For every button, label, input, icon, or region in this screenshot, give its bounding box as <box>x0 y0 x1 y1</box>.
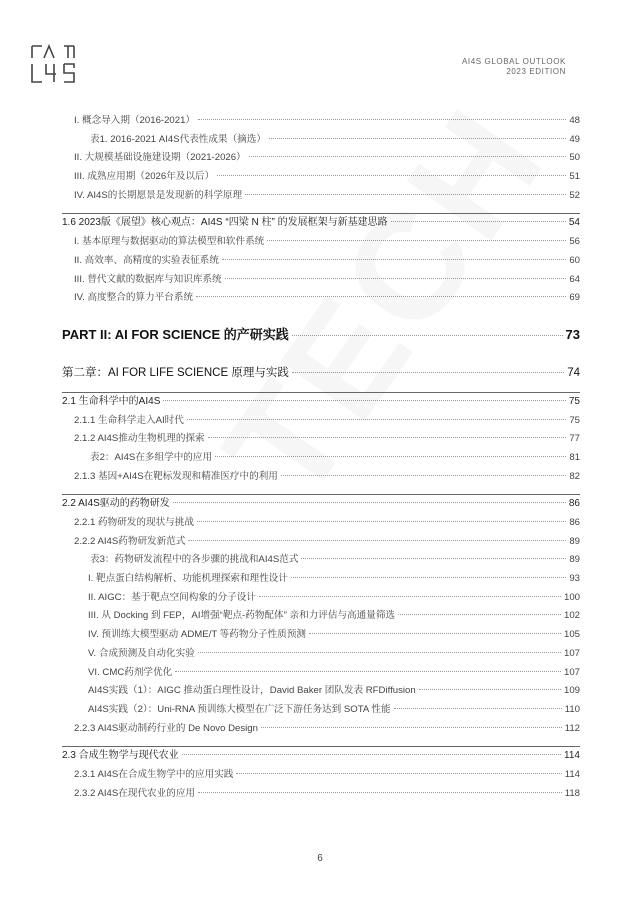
toc-entry-page: 109 <box>563 685 580 697</box>
toc-leader-dots <box>245 194 566 195</box>
toc-leader-dots <box>217 175 566 176</box>
toc-leader-dots <box>208 437 567 438</box>
toc-entry-title: II. AIGC：基于靶点空间构象的分子设计 <box>88 591 256 603</box>
toc-entry-title: AI4S实践（2）：Uni-RNA 预训练大模型在广泛下游任务达到 SOTA 性能 <box>88 703 391 715</box>
toc-entry[interactable] <box>62 233 580 252</box>
toc-block-1 <box>62 112 580 205</box>
toc-leader-dots <box>225 278 567 279</box>
toc-entry-page: 89 <box>569 535 580 547</box>
toc-leader-dots <box>175 671 561 672</box>
toc-entry[interactable] <box>62 168 580 187</box>
toc-entry[interactable] <box>62 682 580 701</box>
toc-leader-dots <box>196 296 566 297</box>
toc-leader-dots <box>281 475 566 476</box>
toc-entry-page: 50 <box>569 152 580 164</box>
toc-entry[interactable] <box>62 664 580 683</box>
toc-entry[interactable] <box>62 570 580 589</box>
toc-chapter-2[interactable]: 第二章：AI FOR LIFE SCIENCE 原理与实践 74 <box>62 366 580 379</box>
toc-entry-page: 49 <box>569 133 580 145</box>
toc-entry-title: 表3：药物研发流程中的各步骤的挑战和AI4S范式 <box>90 554 299 566</box>
page-number: 6 <box>317 853 323 864</box>
toc-leader-dots <box>197 521 566 522</box>
toc-entry-page: 51 <box>569 171 580 183</box>
toc-entry[interactable] <box>62 720 580 739</box>
toc-entry-page: 107 <box>563 647 580 659</box>
toc-entry-page: 107 <box>563 666 580 678</box>
toc-entry-page: 82 <box>569 470 580 482</box>
toc-entry-title: 2.2.2 AI4S药物研发新范式 <box>74 535 186 547</box>
toc-entry-title: 2.1.1 生命科学走入AI时代 <box>74 414 184 426</box>
toc-entry[interactable] <box>62 551 580 570</box>
toc-entry-title: III. 从 Docking 到 FEP，AI增强“靶点-药物配体” 亲和力评估与高通量筛选 <box>88 610 396 622</box>
toc-section-1-6[interactable]: 1.6 2023版《展望》核心观点：AI4S “四梁 N 柱” 的发展框架与新基建思路 54 <box>62 217 580 229</box>
toc-entry[interactable] <box>62 149 580 168</box>
toc-section-2-1[interactable]: 2.1 生命科学中的AI4S 75 <box>62 395 580 407</box>
toc-leader-dots <box>188 540 566 541</box>
toc-leader-dots <box>222 259 566 260</box>
toc-entry[interactable] <box>62 766 580 785</box>
toc-entry-title: IV. 预训练大模型驱动 ADME/T 等药物分子性质预测 <box>88 629 307 641</box>
toc-entry[interactable] <box>62 187 580 206</box>
toc-entry[interactable] <box>62 271 580 290</box>
toc-leader-dots <box>198 119 566 120</box>
toc-leader-dots <box>419 689 561 690</box>
toc-entry[interactable] <box>62 289 580 308</box>
toc-entry-title: VI. CMC药剂学优化 <box>88 666 173 678</box>
toc-leader-dots <box>198 792 562 793</box>
toc-entry-page: 86 <box>569 517 580 528</box>
toc-entry[interactable] <box>62 785 580 804</box>
toc-entry[interactable] <box>62 131 580 150</box>
toc-leader-dots <box>398 614 561 615</box>
toc-entry[interactable] <box>62 589 580 608</box>
toc-leader-dots <box>187 419 567 420</box>
toc-entry[interactable] <box>62 645 580 664</box>
toc-section-2-2[interactable]: 2.2 AI4S驱动的药物研发 86 <box>62 498 580 510</box>
toc-entry[interactable] <box>62 430 580 449</box>
toc-leader-dots <box>309 633 561 634</box>
toc-part-2[interactable]: PART II: AI FOR SCIENCE 的产研实践 73 <box>62 326 580 342</box>
toc-block-2 <box>62 233 580 308</box>
toc-entry[interactable] <box>62 449 580 468</box>
toc-entry-title: II. 高效率、高精度的实验表征系统 <box>74 254 219 266</box>
toc-entry-page: 56 <box>569 236 580 248</box>
toc-entry-page: 81 <box>569 451 580 463</box>
toc-entry-page: 102 <box>563 610 580 622</box>
toc-leader-dots <box>249 156 567 157</box>
toc-entry-title: 2.3.1 AI4S在合成生物学中的应用实践 <box>74 768 234 780</box>
toc-entry[interactable] <box>62 607 580 626</box>
toc-block-3 <box>62 412 580 487</box>
toc-entry[interactable] <box>62 112 580 131</box>
toc-entry-title: 表2：AI4S在多组学中的应用 <box>90 451 213 463</box>
toc-entry-title: II. 大规模基础设施建设期（2021-2026） <box>74 152 246 164</box>
toc-entry[interactable] <box>62 701 580 720</box>
toc-leader-dots <box>198 652 561 653</box>
toc-entry-page: 60 <box>569 254 580 266</box>
toc-entry-title: I. 基本原理与数据驱动的算法模型和软件系统 <box>74 236 265 248</box>
toc-block-5 <box>62 766 580 803</box>
toc-entry-page: 52 <box>569 189 580 201</box>
toc-entry-page: 114 <box>564 768 580 780</box>
toc-block-4 <box>62 514 580 738</box>
toc-leader-dots <box>236 773 561 774</box>
toc-entry[interactable] <box>62 468 580 487</box>
toc-entry-page: 100 <box>563 591 580 603</box>
toc-leader-dots <box>261 727 562 728</box>
toc-entry-title: I. 靶点蛋白结构解析、功能机理探索和理性设计 <box>88 573 288 585</box>
toc-entry-title: V. 合成预测及自动化实验 <box>88 647 195 659</box>
toc-entry-title: 2.2.3 AI4S驱动制药行业的 De Novo Design <box>74 722 258 734</box>
toc-entry-title: IV. 高度整合的算力平台系统 <box>74 292 194 304</box>
brand-text <box>462 57 566 77</box>
toc-entry-title: I. 概念导入期（2016-2021） <box>74 115 196 126</box>
toc-leader-dots <box>267 240 566 241</box>
toc-entry-title: IV. AI4S的长期愿景是发现新的科学原理 <box>74 189 243 201</box>
toc-entry-page: 77 <box>569 433 580 445</box>
toc-entry-title: 2.2.1 药物研发的现状与挑战 <box>74 517 194 528</box>
toc-entry-page: 112 <box>564 722 580 734</box>
toc-entry-title: 2.1.2 AI4S推动生物机理的探索 <box>74 433 205 445</box>
table-of-contents <box>62 112 580 803</box>
toc-leader-dots <box>259 596 561 597</box>
toc-leader-dots <box>291 577 566 578</box>
toc-entry-page: 89 <box>569 554 580 566</box>
toc-entry[interactable] <box>62 514 580 533</box>
toc-entry-title: AI4S实践（1）：AIGC 推动蛋白理性设计，David Baker 团队发表 RFDiffusion <box>88 685 416 697</box>
toc-entry-page: 110 <box>564 703 580 715</box>
toc-entry[interactable] <box>62 626 580 645</box>
brand-line-1: AI4S GLOBAL OUTLOOK <box>461 57 566 66</box>
toc-entry-title: 2.3.2 AI4S在现代农业的应用 <box>74 787 196 799</box>
toc-entry-page: 118 <box>564 787 580 799</box>
toc-leader-dots <box>215 456 566 457</box>
toc-entry-page: 64 <box>569 273 580 285</box>
toc-entry[interactable] <box>62 252 580 271</box>
toc-leader-dots <box>394 708 562 709</box>
toc-entry-title: III. 成熟应用期（2026年及以后） <box>74 171 215 183</box>
toc-entry-page: 75 <box>569 414 580 426</box>
toc-entry-page: 93 <box>569 573 580 585</box>
toc-entry[interactable] <box>62 533 580 552</box>
toc-section-2-3[interactable]: 2.3 合成生物学与现代农业 114 <box>62 750 580 762</box>
brand-line-2: 2023 EDITION <box>506 67 566 76</box>
toc-entry-page: 69 <box>569 292 580 304</box>
toc-entry-title: 2.1.3 基因+AI4S在靶标发现和精准医疗中的利用 <box>74 470 278 482</box>
ai4s-logo <box>30 44 76 84</box>
toc-leader-dots <box>269 138 566 139</box>
toc-entry-title: III. 替代文献的数据库与知识库系统 <box>74 273 222 285</box>
toc-leader-dots <box>301 558 566 559</box>
toc-entry-page: 105 <box>563 629 580 641</box>
toc-entry-page: 48 <box>569 115 580 126</box>
toc-entry[interactable] <box>62 412 580 431</box>
toc-entry-title: 表1. 2016-2021 AI4S代表性成果（摘选） <box>90 133 266 145</box>
